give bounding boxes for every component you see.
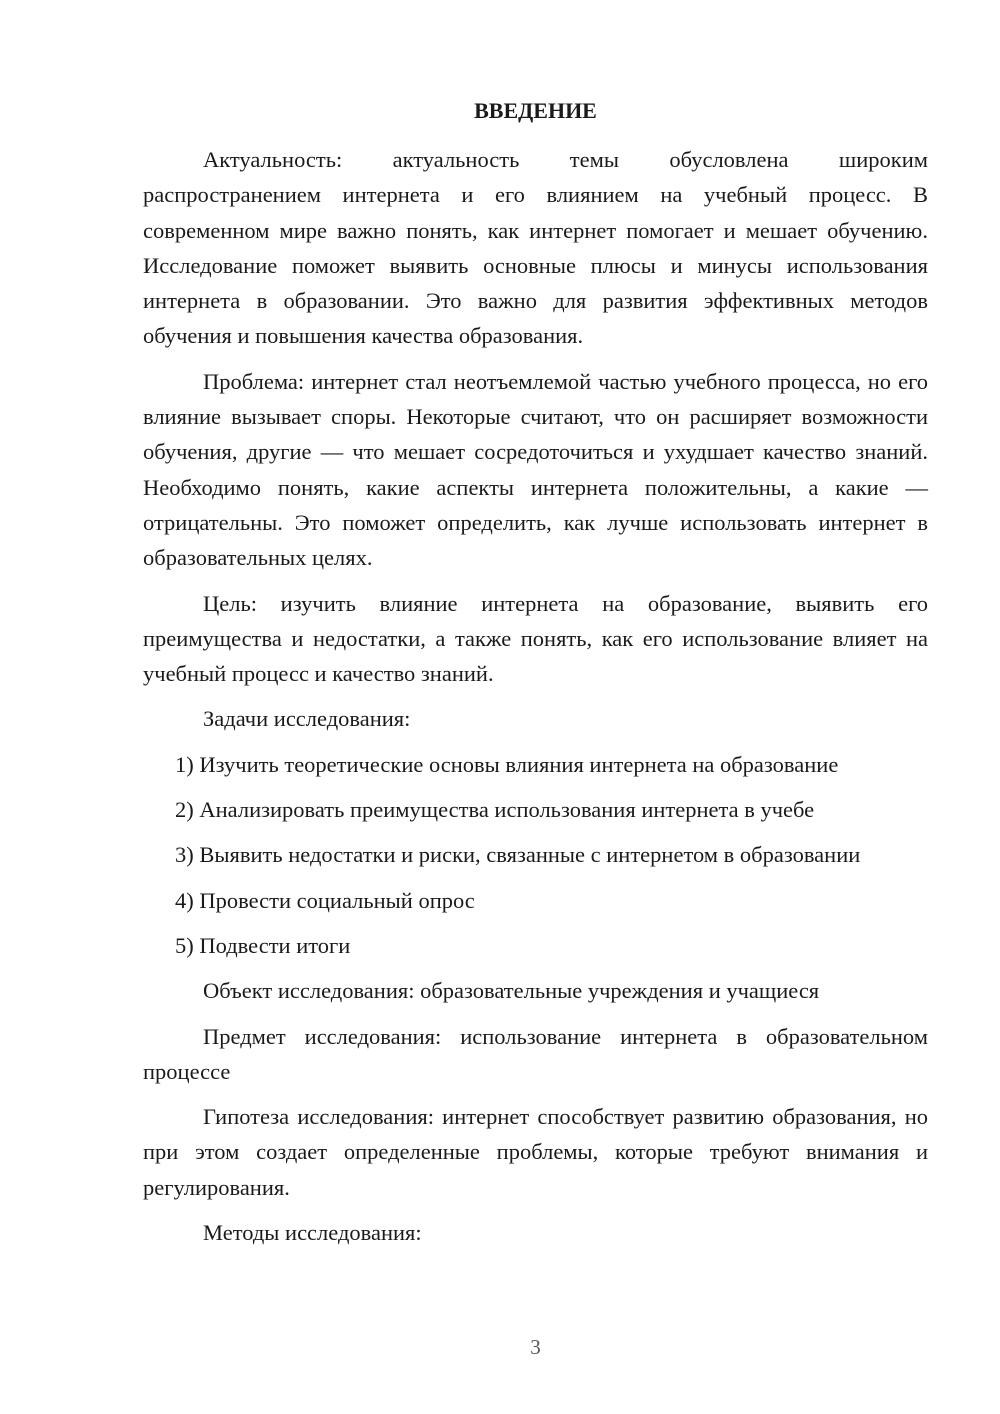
list-item: 2) Анализировать преимущества использования интернета в учебе [175,797,815,823]
paragraph-goal: Цель: изучить влияние интернета на образование, выявить его преимущества и недостатки, а также понять, как его использование влияет на учебный процесс и качество знаний. [143,590,928,687]
page-number: 3 [530,1335,541,1359]
paragraph-methods-heading: Методы исследования: [203,1220,422,1246]
paragraph-relevance: Актуальность: актуальность темы обусловлена широким распространением интернета и его влиянием на учебный процесс. В современном мире важно понять, как интернет помогает и мешает обучению. Исследование поможет выявить основные плюсы и минусы использования интернета в образовании. Это важно для развития эффективных методов обучения и повышения качества образования. [143,147,928,349]
paragraph-problem: Проблема: интернет стал неотъемлемой частью учебного процесса, но его влияние вызывает споры. Некоторые считают, что он расширяет возможности обучения, другие — что мешает сосредоточиться и ухудшает качество знаний. Необходимо понять, какие аспекты интернета положительны, а какие — отрицательны. Это поможет определить, как лучше использовать интернет в образовательных целях. [143,368,928,571]
paragraph-tasks-heading: Задачи исследования: [203,706,411,732]
document-page [143,0,928,1414]
list-item: 1) Изучить теоретические основы влияния интернета на образование [175,751,839,777]
list-item: 4) Провести социальный опрос [175,887,475,913]
document-body [143,142,928,1260]
list-item: 3) Выявить недостатки и риски, связанные с интернетом в образовании [175,842,861,868]
paragraph-hypothesis: Гипотеза исследования: интернет способствует развитию образования, но при этом создает определенные проблемы, которые требуют внимания и регулирования. [143,1104,928,1200]
page-title: ВВЕДЕНИЕ [474,98,597,123]
paragraph-object: Объект исследования: образовательные учреждения и учащиеся [203,978,820,1004]
list-item: 5) Подвести итоги [175,932,351,958]
paragraph-subject: Предмет исследования: использование интернета в образовательном процессе [143,1023,928,1084]
